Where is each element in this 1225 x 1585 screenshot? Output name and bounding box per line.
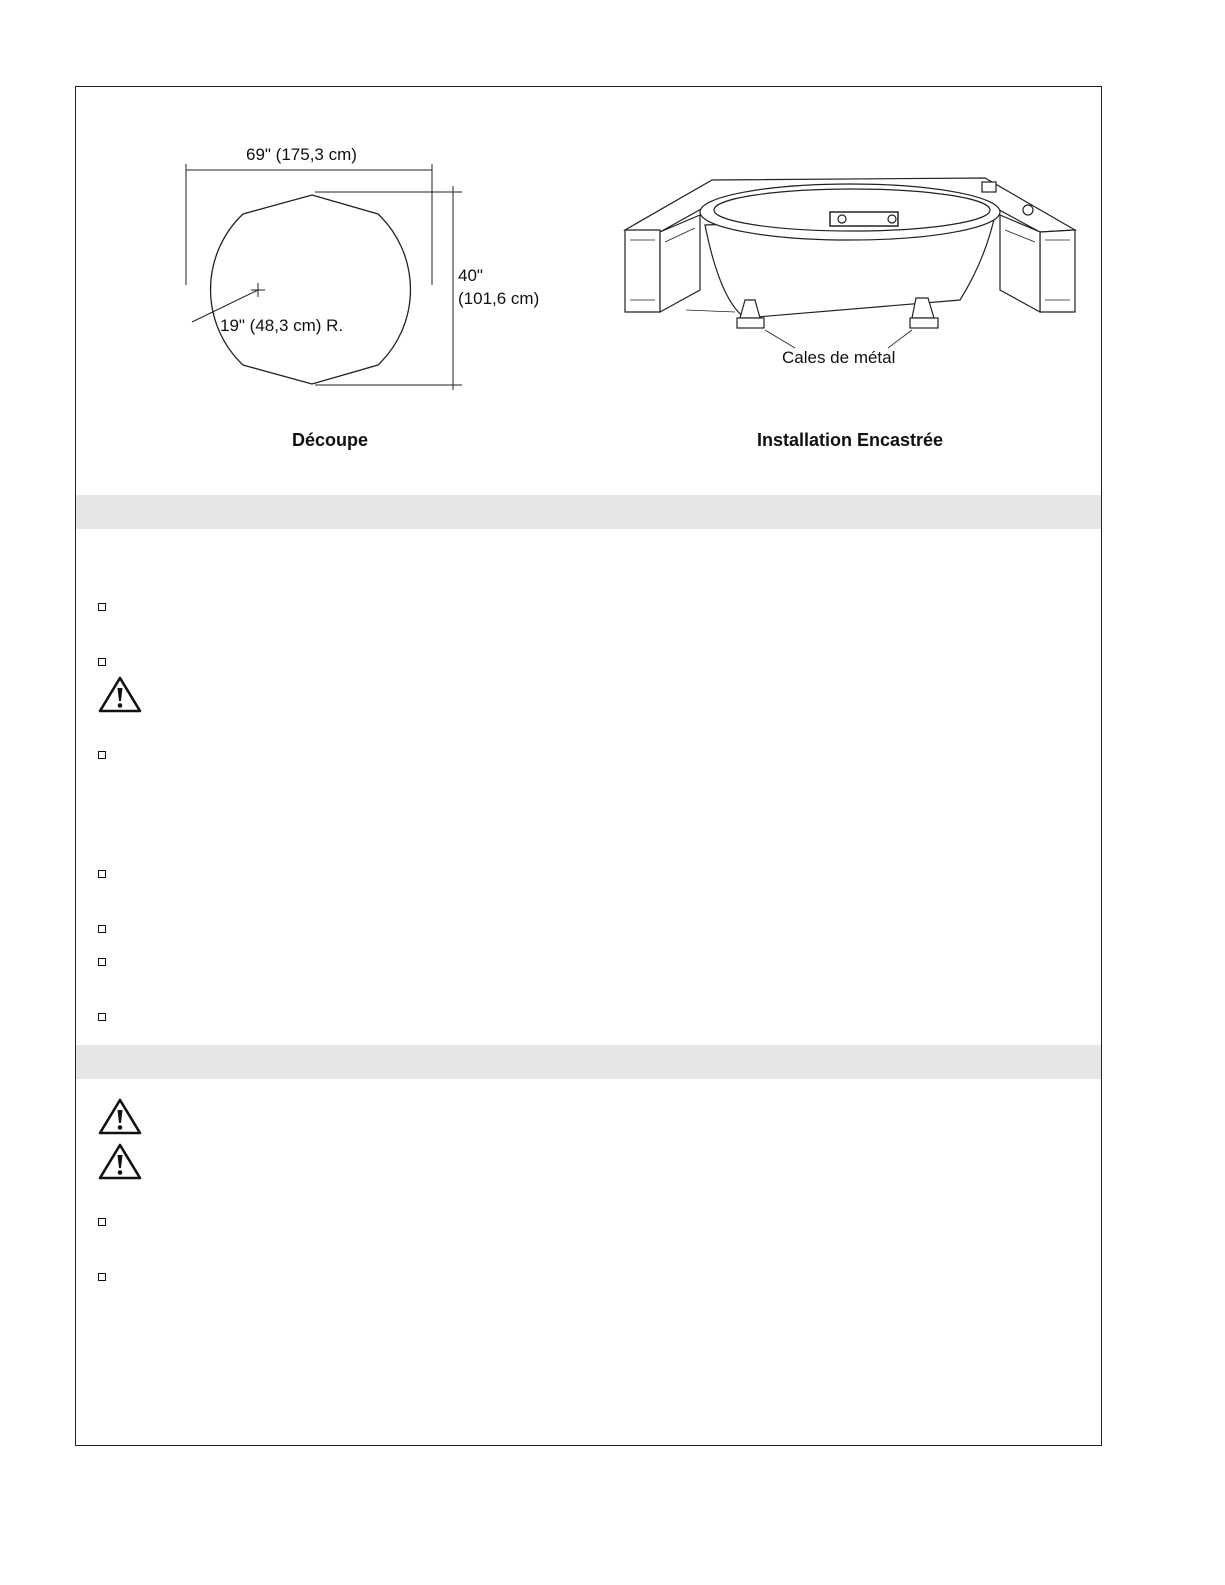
metal-shims-label: Cales de métal	[782, 348, 896, 367]
cutout-diagram	[170, 150, 470, 400]
cutout-height-label-metric: (101,6 cm)	[458, 289, 540, 308]
checklist-checkbox	[98, 1013, 106, 1021]
checklist-checkbox	[98, 658, 106, 666]
installation-caption: Installation Encastrée	[756, 430, 944, 450]
checklist-checkbox	[98, 1218, 106, 1226]
warning-icon	[97, 1097, 143, 1135]
warning-icon	[97, 675, 143, 713]
cutout-caption: Découpe	[291, 430, 369, 450]
cutout-radius-label: 19" (48,3 cm) R.	[220, 316, 344, 335]
section-header-band	[76, 495, 1101, 529]
checklist-checkbox	[98, 925, 106, 933]
checklist-checkbox	[98, 751, 106, 759]
checklist-checkbox	[98, 870, 106, 878]
checklist-checkbox	[98, 958, 106, 966]
section-header-band	[76, 1045, 1101, 1079]
drop-in-installation-illustration	[620, 172, 1082, 358]
warning-icon	[97, 1142, 143, 1180]
checklist-checkbox	[98, 603, 106, 611]
cutout-height-label: 40"	[458, 266, 483, 285]
checklist-checkbox	[98, 1273, 106, 1281]
cutout-width-label: 69" (175,3 cm)	[246, 145, 357, 164]
